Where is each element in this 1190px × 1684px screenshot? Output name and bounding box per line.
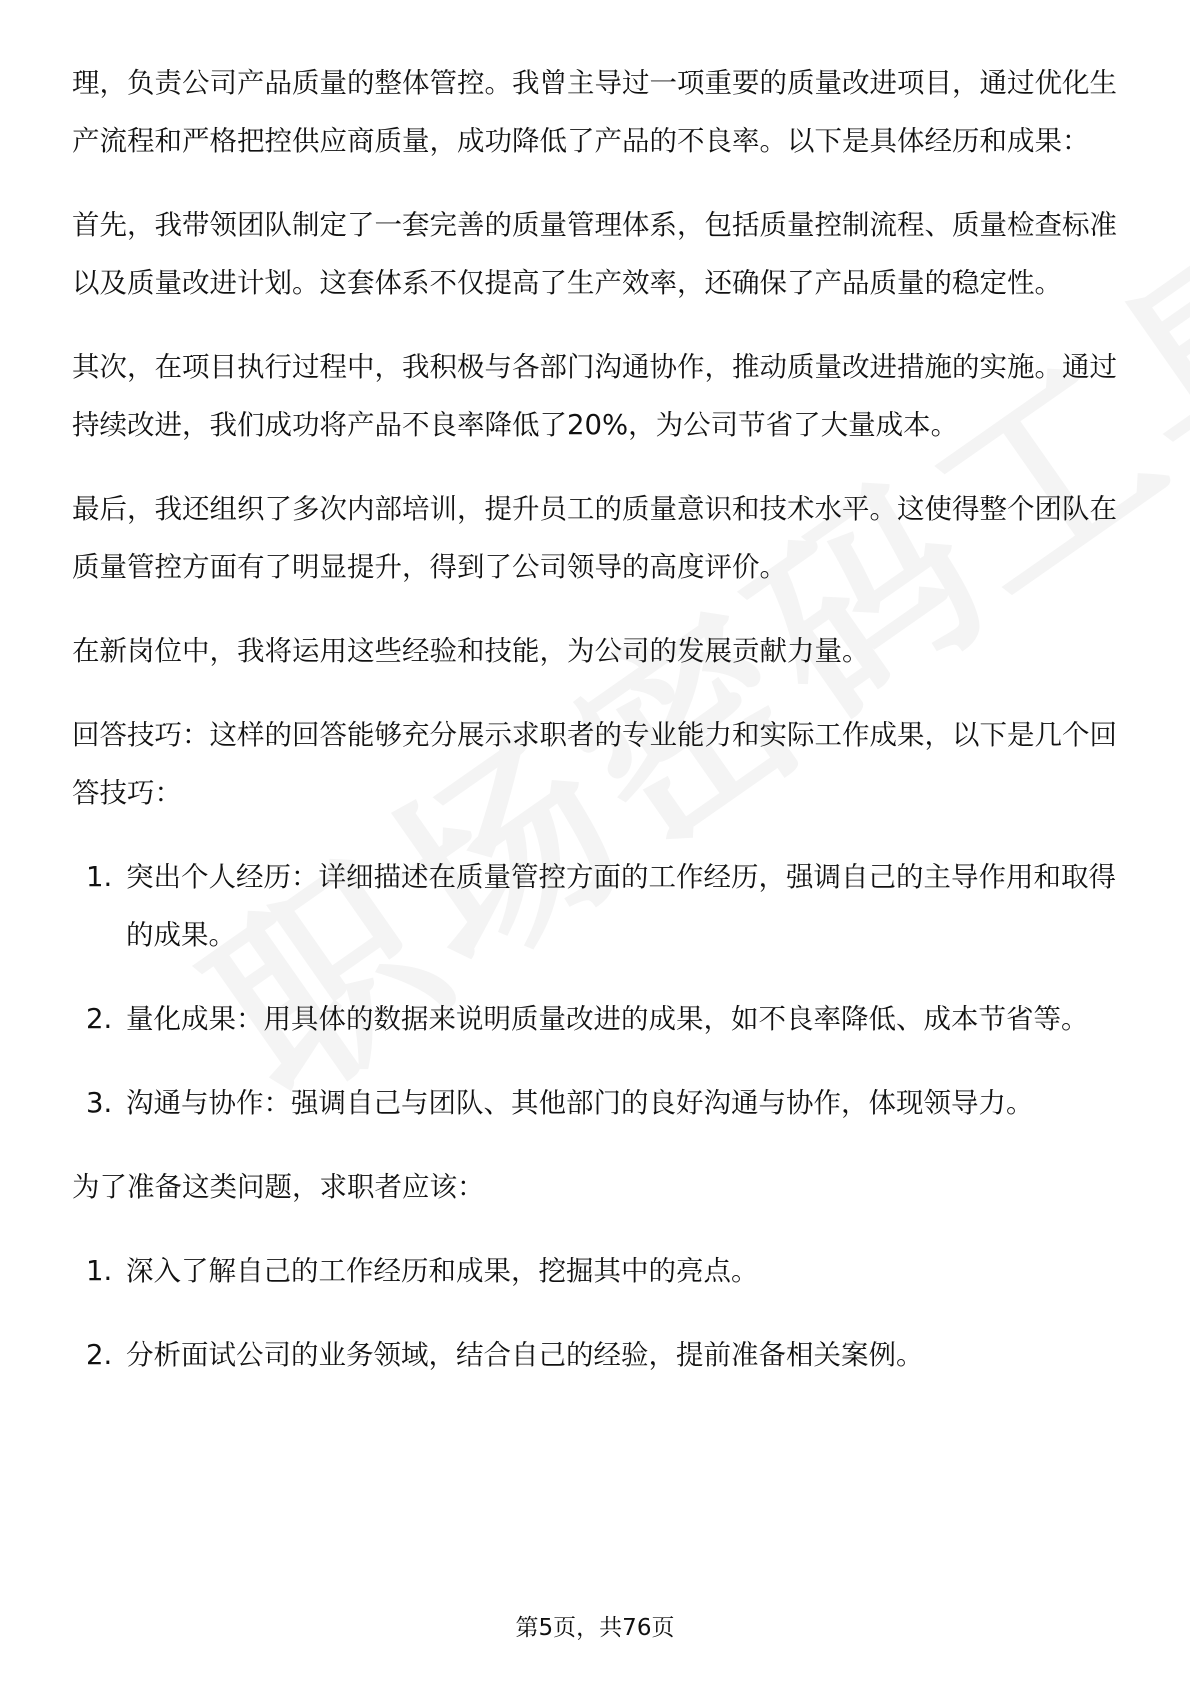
- tips-list: [72, 848, 1122, 1132]
- paragraph-prep-intro: 为了准备这类问题，求职者应该：: [72, 1171, 485, 1203]
- list-item: [72, 1242, 1122, 1300]
- list-number: 1.: [86, 861, 113, 893]
- list-item-text: 分析面试公司的业务领域，结合自己的经验，提前准备相关案例。: [126, 1339, 924, 1371]
- list-number: 3.: [86, 1087, 113, 1119]
- paragraph-answer-tips: 回答技巧：这样的回答能够充分展示求职者的专业能力和实际工作成果，以下是几个回答技巧：: [72, 719, 1117, 809]
- paragraph-second: 其次，在项目执行过程中，我积极与各部门沟通协作，推动质量改进措施的实施。通过持续改进，我们成功将产品不良率降低了20%，为公司节省了大量成本。: [72, 351, 1117, 441]
- paragraph-first: 首先，我带领团队制定了一套完善的质量管理体系，包括质量控制流程、质量检查标准以及质量改进计划。这套体系不仅提高了生产效率，还确保了产品质量的稳定性。: [72, 209, 1117, 299]
- list-number: 2.: [86, 1003, 113, 1035]
- page-number: 第5页，共76页: [515, 1615, 675, 1641]
- list-item: [72, 990, 1122, 1048]
- list-item-text: 深入了解自己的工作经历和成果，挖掘其中的亮点。: [126, 1255, 759, 1287]
- paragraph-last: 最后，我还组织了多次内部培训，提升员工的质量意识和技术水平。这使得整个团队在质量管控方面有了明显提升，得到了公司领导的高度评价。: [72, 493, 1117, 583]
- list-item: [72, 1074, 1122, 1132]
- document-body: [72, 54, 1122, 1410]
- paragraph-intro-continued: 理，负责公司产品质量的整体管控。我曾主导过一项重要的质量改进项目，通过优化生产流程和严格把控供应商质量，成功降低了产品的不良率。以下是具体经历和成果：: [72, 67, 1117, 157]
- list-item: [72, 848, 1122, 964]
- paragraph-new-role: 在新岗位中，我将运用这些经验和技能，为公司的发展贡献力量。: [72, 635, 870, 667]
- list-number: 2.: [86, 1339, 113, 1371]
- prep-list: [72, 1242, 1122, 1384]
- list-item-text: 沟通与协作：强调自己与团队、其他部门的良好沟通与协作，体现领导力。: [126, 1087, 1034, 1119]
- list-item: [72, 1326, 1122, 1384]
- list-item-text: 突出个人经历：详细描述在质量管控方面的工作经历，强调自己的主导作用和取得的成果。: [126, 861, 1116, 951]
- list-item-text: 量化成果：用具体的数据来说明质量改进的成果，如不良率降低、成本节省等。: [126, 1003, 1089, 1035]
- list-number: 1.: [86, 1255, 113, 1287]
